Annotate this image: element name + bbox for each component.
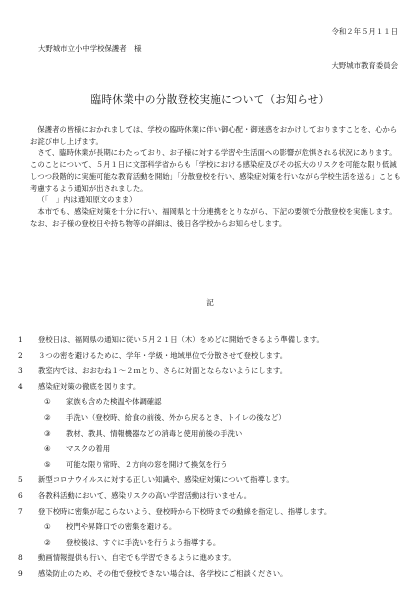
sub-list-item bbox=[18, 413, 410, 429]
item-number: 2 bbox=[18, 350, 23, 360]
item-text: 校門や昇降口での密集を避ける。 bbox=[66, 522, 177, 532]
item-number: ⑤ bbox=[44, 459, 51, 469]
item-text: 感染症対策の徹底を図ります。 bbox=[38, 381, 141, 391]
sub-list-item bbox=[18, 460, 410, 476]
body-paragraph: さて、臨時休業が長期にわたっており、お子様に対する学習や生活面への影響が危惧される状況にあります。このことについて、５月１日に文部科学省からも「学校における感染症及びその拡大のリスクを可能な限り低減しつつ段階的に実施可能な教育活動を開始」「分散登校を行い、感染症対策を行いながら学校生活を送る」ことも考慮するよう通知が出されました。 bbox=[30, 148, 401, 193]
item-number: ② bbox=[44, 537, 51, 547]
item-text: 手洗い（登校時、給食の前後、外から戻るとき、トイレの後など） bbox=[66, 412, 286, 422]
body-paragraph: 保護者の皆様におかれましては、学校の臨時休業に伴い御心配・御迷惑をおかけしておりますことを、心からお詫び申し上げます。 bbox=[30, 125, 398, 146]
list-item bbox=[18, 569, 410, 585]
item-number: 1 bbox=[18, 335, 23, 344]
item-number: ③ bbox=[44, 428, 51, 438]
item-text: 教室内では、おおむね１～２ｍとり、さらに対面とならないようにします。 bbox=[38, 366, 288, 376]
sub-list-item bbox=[18, 522, 410, 538]
item-text: 各教科活動において、感染リスクの高い学習活動は行いません。 bbox=[38, 490, 252, 500]
item-number: 5 bbox=[18, 475, 23, 485]
sub-list-item bbox=[18, 397, 410, 413]
body-paragraph: 本市でも、感染症対策を十分に行い、福岡県と十分連携をとりながら、下記の要領で分散登校を実施します。なお、お子様の登校日や持ち物等の詳細は、後日各学校からお知らせします。 bbox=[30, 206, 397, 228]
item-text: 登下校時に密集が起こらないよう、登校時から下校時までの動線を指定し、指導します。 bbox=[38, 506, 332, 516]
ki-heading: 記 bbox=[206, 298, 214, 307]
list-item bbox=[18, 351, 410, 367]
item-number: ④ bbox=[44, 444, 51, 454]
addressee: 大野城市立小中学校保護者 様 bbox=[38, 44, 142, 53]
list-item bbox=[18, 382, 410, 398]
item-text: 可能な限り常時、２方向の窓を開けて換気を行う bbox=[66, 459, 228, 469]
document-date: 令和２年５月１１日 bbox=[331, 27, 398, 36]
document-body bbox=[30, 124, 402, 229]
item-number: 6 bbox=[18, 490, 23, 500]
item-number: 4 bbox=[18, 381, 23, 391]
list-item bbox=[18, 491, 410, 507]
item-text: 登校後は、すぐに手洗いを行うよう指導する。 bbox=[66, 537, 221, 547]
list-item bbox=[18, 507, 410, 523]
sender: 大野城市教育委員会 bbox=[331, 61, 398, 70]
item-text: 家族も含めた検温や体調確認 bbox=[66, 397, 162, 407]
item-text: 感染防止のため、その他で登校できない場合は、各学校にご相談ください。 bbox=[38, 568, 288, 578]
document-title: 臨時休業中の分散登校実施について（お知らせ） bbox=[90, 94, 330, 106]
list-item bbox=[18, 366, 410, 382]
item-number: 3 bbox=[18, 366, 23, 376]
item-number: ① bbox=[44, 522, 51, 532]
item-number: ② bbox=[44, 412, 51, 422]
item-text: 教材、教具、情報機器などの消毒と使用前後の手洗い bbox=[66, 428, 243, 438]
item-list bbox=[18, 335, 410, 585]
sub-list-item bbox=[18, 429, 410, 445]
sub-list-item bbox=[18, 538, 410, 554]
sub-list-item bbox=[18, 444, 410, 460]
item-text: ３つの密を避けるために、学年・学級・地域単位で分散させて登校します。 bbox=[38, 350, 288, 360]
item-text: 新型コロナウイルスに対する正しい知識や、感染症対策について指導します。 bbox=[38, 475, 294, 485]
item-number: 7 bbox=[18, 506, 23, 516]
list-item bbox=[18, 553, 410, 569]
quote-note: （「 」内は通知原文のまま） bbox=[37, 195, 137, 205]
list-item bbox=[18, 475, 410, 491]
item-number: 9 bbox=[18, 568, 23, 578]
list-item bbox=[18, 335, 410, 351]
item-number: ① bbox=[44, 397, 51, 407]
item-text: 登校日は、福岡県の通知に従い５月２１日（木）をめどに開始できるよう準備します。 bbox=[38, 335, 324, 344]
item-text: 動画情報提供も行い、自宅でも学習できるように進めます。 bbox=[38, 553, 236, 563]
item-number: 8 bbox=[18, 553, 23, 563]
item-text: マスクの着用 bbox=[66, 444, 111, 454]
